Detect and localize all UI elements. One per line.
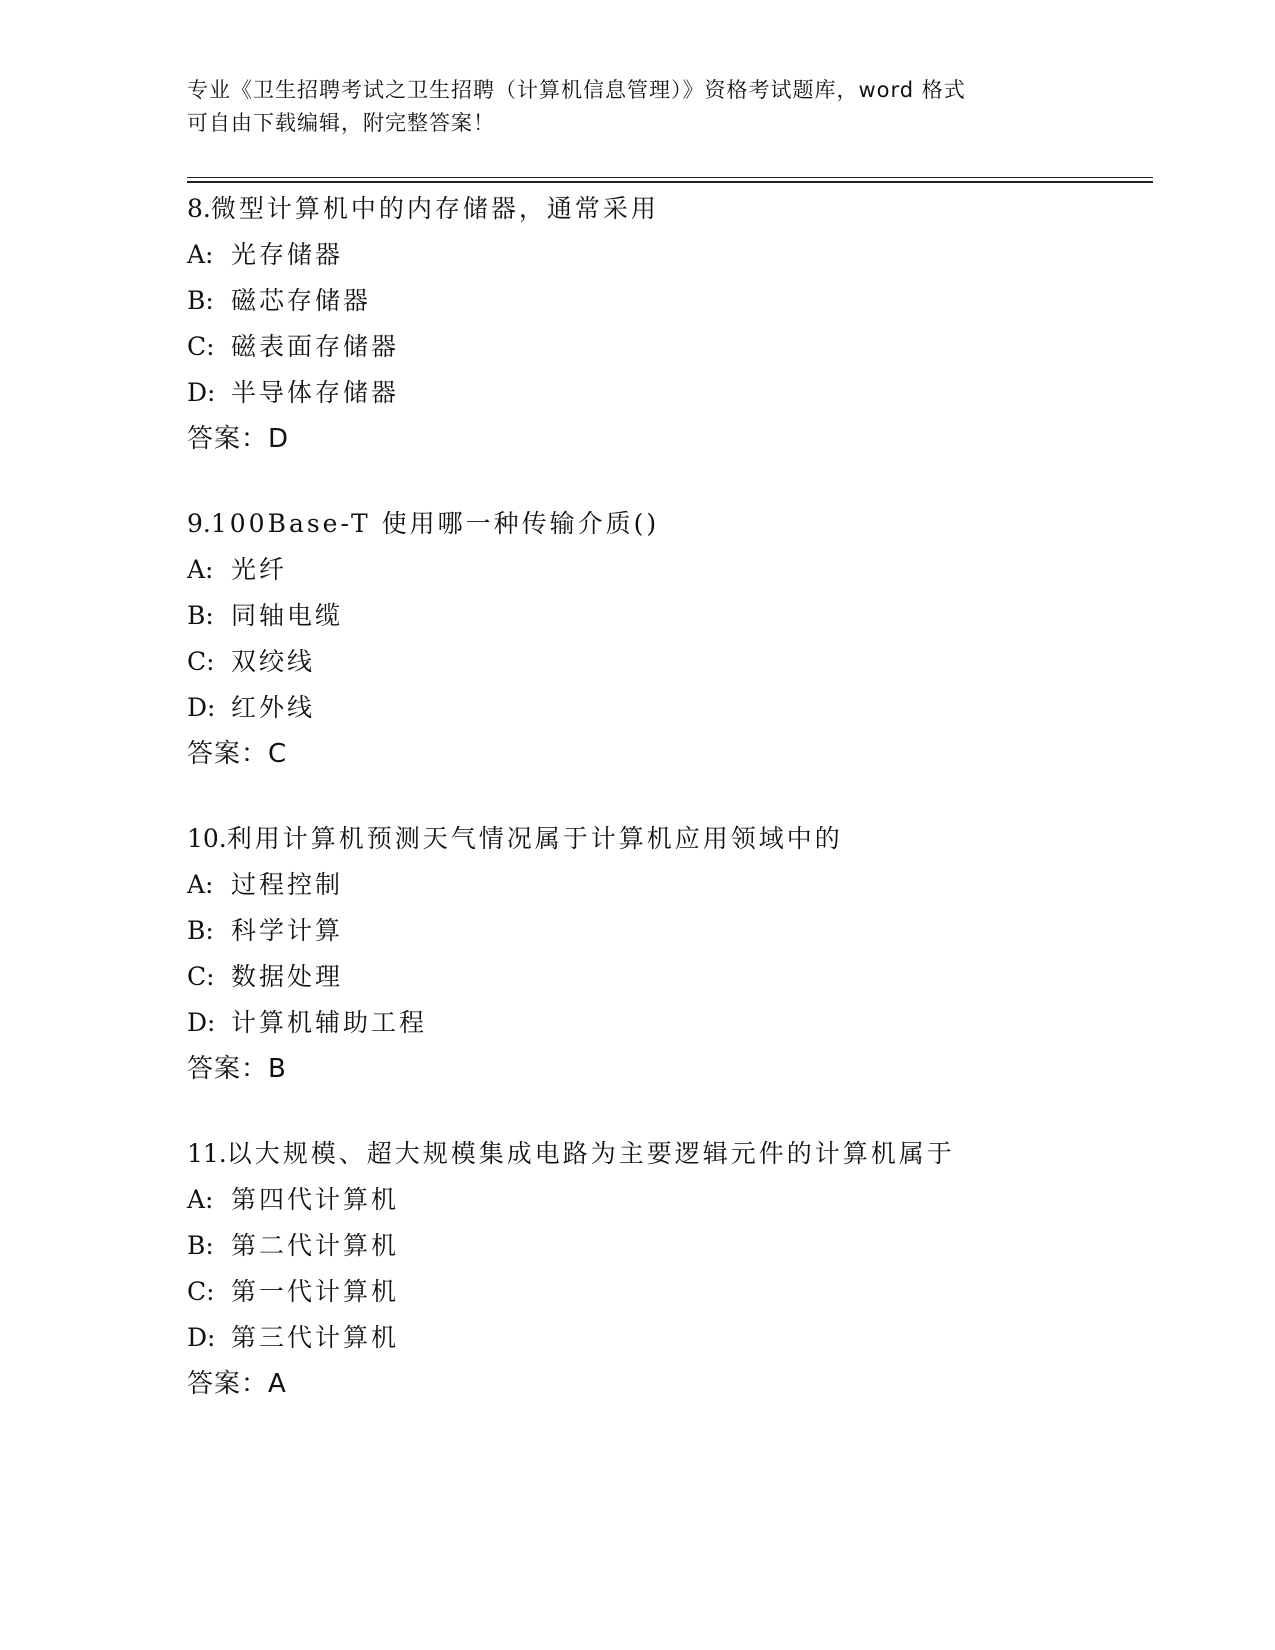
option-letter: A: — [187, 555, 214, 584]
option-a — [187, 862, 1187, 908]
option-text: 计算机辅助工程 — [231, 1008, 428, 1037]
option-b — [187, 278, 1187, 324]
option-text: 第四代计算机 — [231, 1185, 400, 1214]
option-letter: B: — [187, 601, 214, 630]
option-letter: A: — [187, 870, 214, 899]
option-text: 第三代计算机 — [231, 1323, 400, 1352]
answer-value: D — [268, 424, 290, 454]
option-text: 同轴电缆 — [231, 601, 344, 630]
question-8 — [187, 186, 1187, 462]
option-c — [187, 639, 1187, 685]
option-text: 半导体存储器 — [231, 378, 400, 407]
option-text: 红外线 — [231, 693, 316, 722]
option-text: 第一代计算机 — [231, 1277, 400, 1306]
option-letter: C: — [187, 647, 215, 676]
option-d — [187, 1000, 1187, 1046]
answer-line — [187, 731, 1187, 777]
answer-value: C — [268, 739, 288, 769]
question-stem — [187, 1131, 1187, 1177]
question-text: 100Base-T 使用哪一种传输介质() — [210, 509, 660, 538]
question-10 — [187, 816, 1187, 1092]
option-text: 数据处理 — [231, 962, 344, 991]
option-letter: D: — [187, 378, 216, 407]
option-letter: B: — [187, 286, 214, 315]
question-number: 9. — [187, 509, 211, 538]
question-stem — [187, 501, 1187, 547]
option-c — [187, 1269, 1187, 1315]
option-text: 光纤 — [231, 555, 288, 584]
option-a — [187, 1177, 1187, 1223]
option-b — [187, 908, 1187, 954]
question-text: 微型计算机中的内存储器，通常采用 — [210, 194, 659, 223]
header-divider-bottom — [187, 181, 1153, 183]
option-text: 双绞线 — [231, 647, 316, 676]
option-letter: B: — [187, 1231, 214, 1260]
answer-label: 答案： — [187, 739, 269, 769]
question-number: 10. — [187, 824, 227, 853]
question-stem — [187, 816, 1187, 862]
header-line-1: 专业《卫生招聘考试之卫生招聘（计算机信息管理）》资格考试题库，word 格式 — [187, 78, 966, 102]
question-11 — [187, 1131, 1187, 1407]
question-number: 11. — [187, 1139, 227, 1168]
option-letter: D: — [187, 1008, 216, 1037]
question-number: 8. — [187, 194, 211, 223]
option-letter: A: — [187, 1185, 214, 1214]
question-9 — [187, 501, 1187, 777]
answer-value: B — [268, 1054, 287, 1084]
option-letter: D: — [187, 1323, 216, 1352]
question-text: 利用计算机预测天气情况属于计算机应用领域中的 — [226, 824, 843, 853]
answer-label: 答案： — [187, 1369, 269, 1399]
header-divider-top — [187, 177, 1153, 178]
question-stem — [187, 186, 1187, 232]
option-c — [187, 954, 1187, 1000]
option-letter: C: — [187, 332, 215, 361]
option-text: 磁表面存储器 — [231, 332, 400, 361]
option-text: 科学计算 — [231, 916, 344, 945]
question-text: 以大规模、超大规模集成电路为主要逻辑元件的计算机属于 — [226, 1139, 955, 1168]
option-d — [187, 370, 1187, 416]
option-c — [187, 324, 1187, 370]
answer-line — [187, 416, 1187, 462]
option-a — [187, 547, 1187, 593]
option-text: 过程控制 — [231, 870, 344, 899]
option-a — [187, 232, 1187, 278]
option-letter: B: — [187, 916, 214, 945]
option-d — [187, 685, 1187, 731]
option-d — [187, 1315, 1187, 1361]
answer-label: 答案： — [187, 424, 269, 454]
option-letter: D: — [187, 693, 216, 722]
answer-line — [187, 1361, 1187, 1407]
option-text: 磁芯存储器 — [231, 286, 372, 315]
option-text: 光存储器 — [231, 240, 344, 269]
document-header — [187, 74, 1087, 140]
option-b — [187, 1223, 1187, 1269]
answer-value: A — [268, 1369, 287, 1399]
answer-label: 答案： — [187, 1054, 269, 1084]
option-b — [187, 593, 1187, 639]
option-text: 第二代计算机 — [231, 1231, 400, 1260]
header-line-2: 可自由下载编辑，附完整答案！ — [187, 111, 495, 135]
option-letter: A: — [187, 240, 214, 269]
option-letter: C: — [187, 962, 215, 991]
option-letter: C: — [187, 1277, 215, 1306]
answer-line — [187, 1046, 1187, 1092]
